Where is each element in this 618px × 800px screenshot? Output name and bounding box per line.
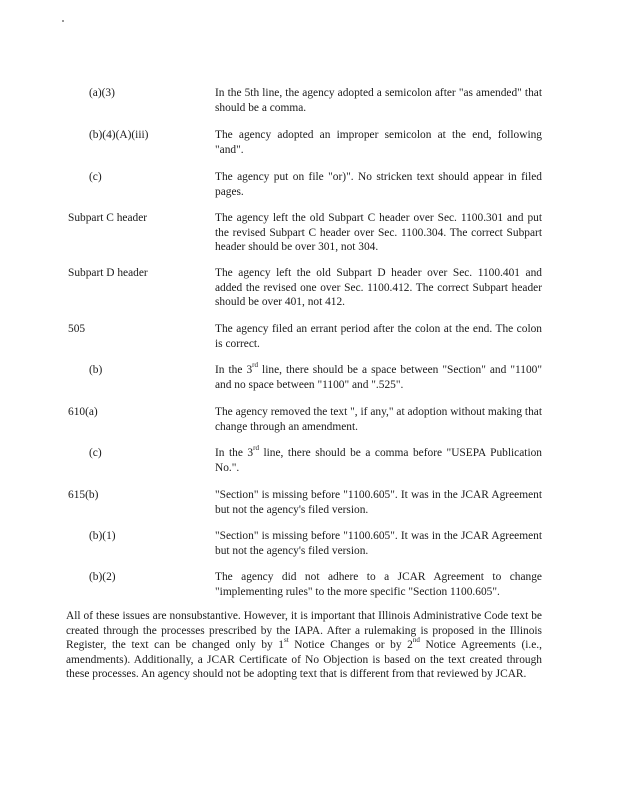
- issue-label: Subpart D header: [68, 267, 148, 279]
- issue-label: (c): [89, 171, 102, 183]
- issue-description: The agency put on file "or)". No stricken text should appear in filed pages.: [215, 171, 542, 198]
- issue-text-part: In the 3: [215, 364, 253, 376]
- issue-description: "Section" is missing before "1100.605". It was in the JCAR Agreement but not the agency's filed version.: [215, 489, 542, 516]
- issue-label: 615(b): [68, 489, 99, 501]
- issue-label: 610(a): [68, 406, 98, 418]
- issue-label: (a)(3): [89, 87, 115, 99]
- issue-description: [215, 363, 542, 392]
- issue-label: (b)(1): [89, 530, 116, 542]
- closing-text-part: Notice Changes or by 2: [288, 639, 413, 651]
- issue-description: The agency adopted an improper semicolon at the end, following "and".: [215, 129, 542, 156]
- ordinal-suffix: rd: [253, 444, 259, 453]
- ordinal-suffix: st: [284, 636, 289, 645]
- issue-label: (b)(4)(A)(iii): [89, 129, 149, 141]
- closing-text-part: All of these issues are nonsubstantive. However, it is important that Illinois Administrative Code text be created through the processes prescribed by the IAPA. After a rulemaking is proposed in the Illinois Register, the text can be changed only by 1: [66, 610, 542, 651]
- issue-label: Subpart C header: [68, 212, 148, 224]
- issue-description: The agency did not adhere to a JCAR Agreement to change "implementing rules" to the more specific "Section 1100.605".: [215, 571, 542, 598]
- issue-description: The agency left the old Subpart D header over Sec. 1100.401 and added the revised one over Sec. 1100.412. The correct Subpart header should be over 401, not 412.: [215, 267, 542, 308]
- issue-label: (c): [89, 447, 102, 459]
- closing-text-part: Notice Agreements (i.e., amendments). Additionally, a JCAR Certificate of No Objection is based on the text created through these processes. An agency should not be adopting text that is different from that reviewed by JCAR.: [66, 639, 543, 680]
- closing-paragraph: [66, 609, 542, 682]
- issue-label: 505: [68, 323, 86, 335]
- issue-description: In the 5th line, the agency adopted a semicolon after "as amended" that should be a comma.: [215, 87, 542, 114]
- issue-text-part: In the 3: [215, 447, 254, 459]
- scan-speck: [62, 20, 64, 22]
- ordinal-suffix: nd: [412, 636, 420, 645]
- issue-label: (b): [89, 364, 103, 376]
- ordinal-suffix: rd: [252, 361, 259, 370]
- issue-label: (b)(2): [89, 571, 116, 583]
- issue-description: [215, 446, 542, 475]
- issue-description: "Section" is missing before "1100.605". It was in the JCAR Agreement but not the agency's filed version.: [215, 530, 542, 557]
- issue-text-part: line, there should be a space between "Section" and "1100" and no space between "1100" and ".525".: [215, 364, 543, 391]
- issue-description: The agency removed the text ", if any," at adoption without making that change through an amendment.: [215, 406, 542, 433]
- issue-description: The agency left the old Subpart C header over Sec. 1100.301 and put the revised Subpart C header over Sec. 1100.304. The correct Subpart header should be over 301, not 304.: [215, 212, 542, 253]
- issue-text-part: line, there should be a comma before "USEPA Publication No.".: [215, 447, 543, 474]
- issue-description: The agency filed an errant period after the colon at the end. The colon is correct.: [215, 323, 542, 350]
